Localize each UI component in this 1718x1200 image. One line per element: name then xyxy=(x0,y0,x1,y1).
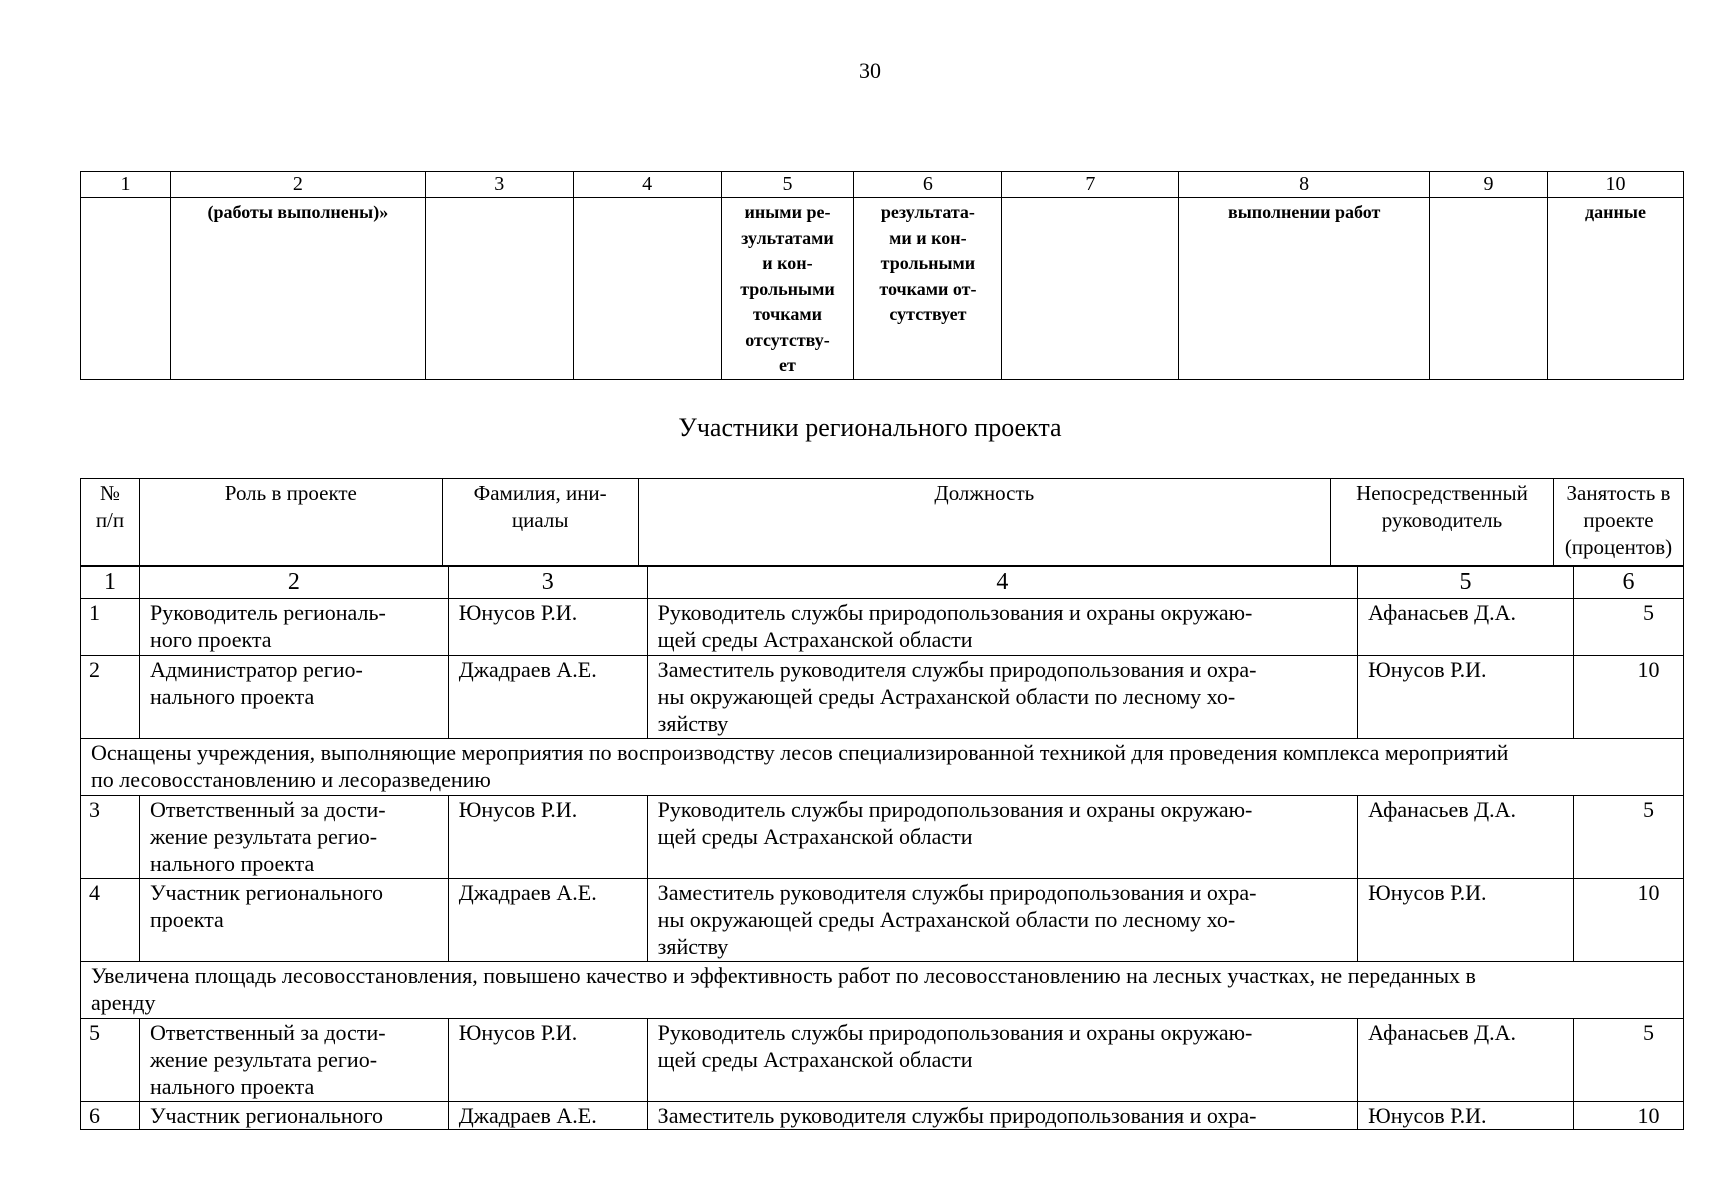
continuation-cell: выполнении работ xyxy=(1179,198,1430,380)
role-cell: Администратор регио- нального проекта xyxy=(139,656,448,739)
header-name: Фамилия, ини- циалы xyxy=(442,479,638,566)
continuation-cell: данные xyxy=(1547,198,1683,380)
row-number: 6 xyxy=(81,1102,140,1130)
continuation-col-number: 4 xyxy=(573,172,721,198)
continuation-col-number: 3 xyxy=(425,172,573,198)
continuation-col-number: 1 xyxy=(81,172,171,198)
position-cell: Руководитель службы природопользования и охраны окружаю- щей среды Астраханской области xyxy=(647,599,1357,656)
role-cell: Руководитель региональ- ного проекта xyxy=(139,599,448,656)
continuation-cell: иными ре- зультатами и кон- трольными точками отсутству- ет xyxy=(721,198,854,380)
supervisor-cell: Юнусов Р.И. xyxy=(1358,656,1574,739)
header-position: Должность xyxy=(638,479,1330,566)
supervisor-cell: Афанасьев Д.А. xyxy=(1358,1019,1574,1102)
role-cell: Ответственный за дости- жение результата регио- нального проекта xyxy=(139,796,448,879)
role-cell: Участник регионального проекта xyxy=(139,879,448,962)
row-number: 1 xyxy=(81,599,140,656)
name-cell: Юнусов Р.И. xyxy=(448,1019,647,1102)
continuation-cell xyxy=(573,198,721,380)
section-heading-row: Оснащены учреждения, выполняющие мероприятия по воспроизводству лесов специализированной техникой для проведения комплекса мероприятий по лесовосстановлению и лесоразведению xyxy=(81,739,1684,796)
continuation-cell: (работы выполнены)» xyxy=(170,198,425,380)
column-number: 3 xyxy=(448,567,647,599)
continuation-col-number: 7 xyxy=(1002,172,1179,198)
page-number: 30 xyxy=(859,58,881,83)
header-role: Роль в проекте xyxy=(139,479,442,566)
name-cell: Юнусов Р.И. xyxy=(448,599,647,656)
name-cell: Юнусов Р.И. xyxy=(448,796,647,879)
position-cell: Заместитель руководителя службы природопользования и охра- ны окружающей среды Астраханской области по лесному хо- зяйству xyxy=(647,879,1357,962)
continuation-col-number: 5 xyxy=(721,172,854,198)
continuation-col-number: 6 xyxy=(854,172,1002,198)
supervisor-cell: Афанасьев Д.А. xyxy=(1358,796,1574,879)
load-cell: 5 xyxy=(1574,796,1684,879)
table-row xyxy=(81,1102,1684,1130)
name-cell: Джадраев А.Е. xyxy=(448,879,647,962)
table-row xyxy=(81,879,1684,962)
continuation-cell xyxy=(81,198,171,380)
continuation-cell xyxy=(425,198,573,380)
header-load: Занятость в проекте (процентов) xyxy=(1553,479,1683,566)
supervisor-cell: Юнусов Р.И. xyxy=(1358,1102,1574,1130)
continuation-cell xyxy=(1002,198,1179,380)
column-number: 1 xyxy=(81,567,140,599)
load-cell: 10 xyxy=(1574,1102,1684,1130)
position-cell: Руководитель службы природопользования и охраны окружаю- щей среды Астраханской области xyxy=(647,796,1357,879)
supervisor-cell: Афанасьев Д.А. xyxy=(1358,599,1574,656)
role-cell: Ответственный за дости- жение результата регио- нального проекта xyxy=(139,1019,448,1102)
load-cell: 5 xyxy=(1574,599,1684,656)
load-cell: 10 xyxy=(1574,656,1684,739)
column-number: 4 xyxy=(647,567,1357,599)
row-number: 5 xyxy=(81,1019,140,1102)
table-row xyxy=(81,599,1684,656)
section-heading-row: Увеличена площадь лесовосстановления, повышено качество и эффективность работ по лесовосстановлению на лесных участках, не переданных в аренду xyxy=(81,962,1684,1019)
continuation-cell xyxy=(1430,198,1548,380)
table-row xyxy=(81,656,1684,739)
table-row xyxy=(81,796,1684,879)
continuation-col-number: 9 xyxy=(1430,172,1548,198)
load-cell: 10 xyxy=(1574,879,1684,962)
section-title: Участники регионального проекта xyxy=(678,413,1062,442)
position-cell: Заместитель руководителя службы природопользования и охра- ны окружающей среды Астраханской области по лесному хо- зяйству xyxy=(647,656,1357,739)
column-number: 2 xyxy=(139,567,448,599)
load-cell: 5 xyxy=(1574,1019,1684,1102)
continuation-col-number: 2 xyxy=(170,172,425,198)
continuation-table xyxy=(80,171,1684,380)
table-row xyxy=(81,1019,1684,1102)
row-number: 3 xyxy=(81,796,140,879)
name-cell: Джадраев А.Е. xyxy=(448,656,647,739)
role-cell: Участник регионального xyxy=(139,1102,448,1130)
position-cell: Руководитель службы природопользования и охраны окружаю- щей среды Астраханской области xyxy=(647,1019,1357,1102)
continuation-col-number: 10 xyxy=(1547,172,1683,198)
continuation-col-number: 8 xyxy=(1179,172,1430,198)
continuation-cell: результата- ми и кон- трольными точками от- сутствует xyxy=(854,198,1002,380)
column-number: 6 xyxy=(1574,567,1684,599)
row-number: 4 xyxy=(81,879,140,962)
name-cell: Джадраев А.Е. xyxy=(448,1102,647,1130)
position-cell: Заместитель руководителя службы природопользования и охра- xyxy=(647,1102,1357,1130)
header-num: № п/п xyxy=(81,479,140,566)
supervisor-cell: Юнусов Р.И. xyxy=(1358,879,1574,962)
header-supervisor: Непосредственный руководитель xyxy=(1331,479,1554,566)
participants-table xyxy=(80,566,1684,1130)
participants-header-table xyxy=(80,478,1684,566)
row-number: 2 xyxy=(81,656,140,739)
column-number: 5 xyxy=(1358,567,1574,599)
